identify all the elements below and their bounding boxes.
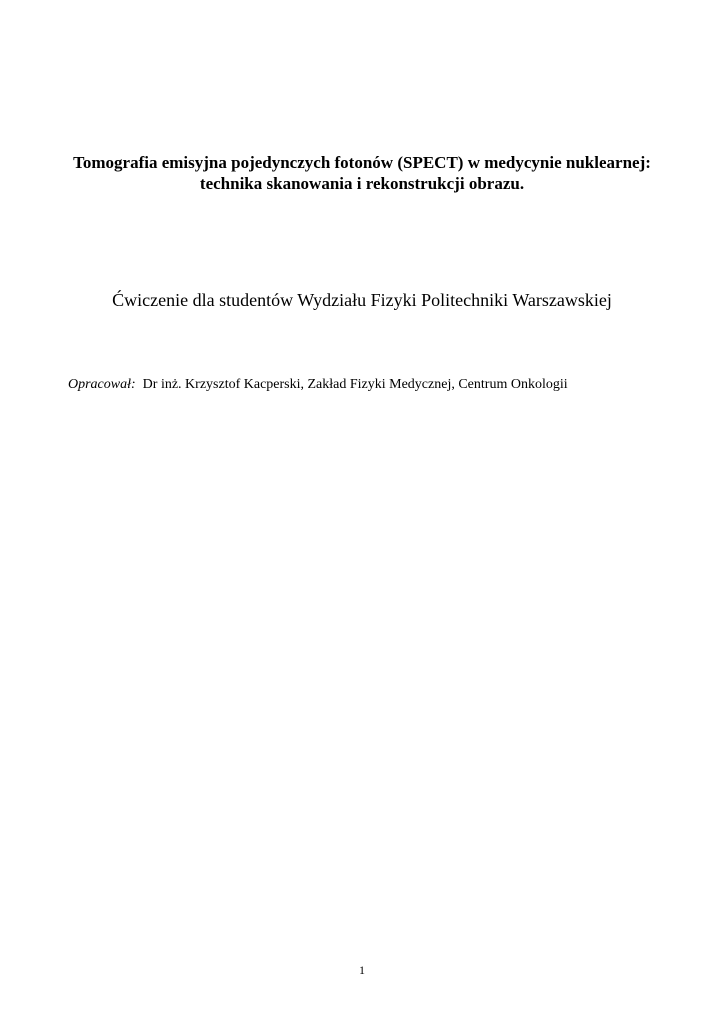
page-number: 1 xyxy=(359,963,365,977)
document-subtitle: Ćwiczenie dla studentów Wydziału Fizyki Politechniki Warszawskiej xyxy=(112,290,612,310)
author-name: Dr inż. Krzysztof Kacperski, Zakład Fizyki Medycznej, Centrum Onkologii xyxy=(142,377,568,392)
author-line xyxy=(68,376,568,394)
title-line-2: technika skanowania i rekonstrukcji obrazu. xyxy=(199,174,525,193)
document-title xyxy=(40,152,684,194)
author-label: Opracował: xyxy=(68,377,136,392)
title-line-1: Tomografia emisyjna pojedynczych fotonów (SPECT) w medycynie nuklearnej: xyxy=(73,153,651,172)
